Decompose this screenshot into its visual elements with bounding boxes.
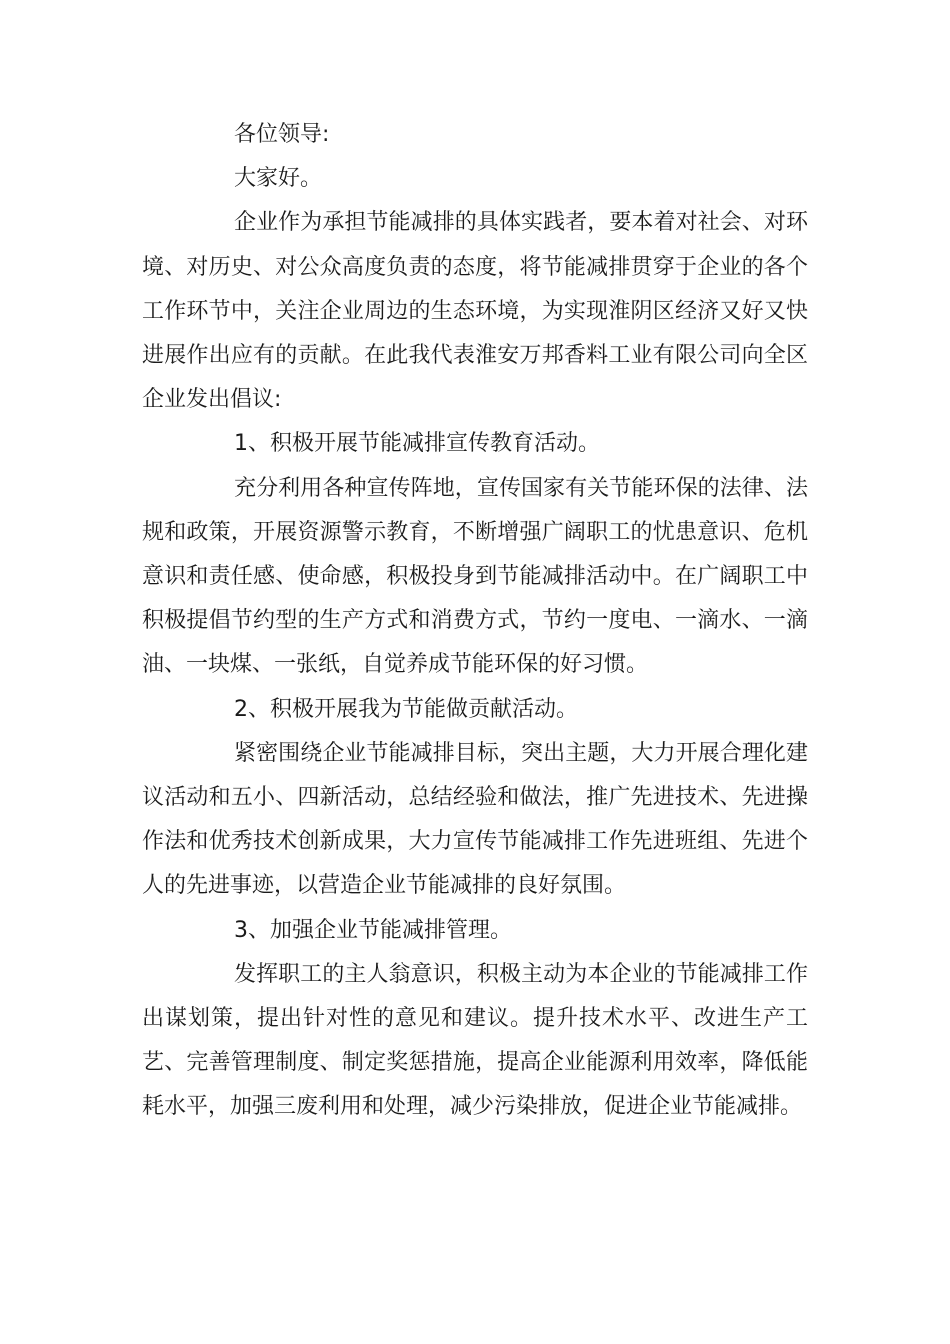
item-heading-3: 3、加强企业节能减排管理。 [234,917,512,943]
salutation: 各位领导: [234,122,330,147]
greeting: 大家好。 [234,166,323,192]
intro-paragraph: 企业作为承担节能减排的具体实践者，要本着对社会、对环境、对历史、对公众高度负责的态度，将节能减排贯穿于企业的各个工作环节中，关注企业周边的生态环境，为实现淮阴区经济又好又快进展作出应有的贡献。在此我代表淮安万邦香料工业有限公司向全区企业发出倡议: [142,210,808,413]
item-heading-1: 1、积极开展节能减排宣传教育活动。 [234,431,600,457]
item-heading-2: 2、积极开展我为节能做贡献活动。 [234,696,578,722]
item-body-3: 发挥职工的主人翁意识，积极主动为本企业的节能减排工作出谋划策，提出针对性的意见和建议。提升技术水平、改进生产工艺、完善管理制度、制定奖惩措施，提高企业能源利用效率，降低能耗水平，加强三废利用和处理，减少污染排放，促进企业节能减排。 [142,961,808,1120]
item-body-1: 充分利用各种宣传阵地，宣传国家有关节能环保的法律、法规和政策，开展资源警示教育，不断增强广阔职工的忧患意识、危机意识和责任感、使命感，积极投身到节能减排活动中。在广阔职工中积极提倡节约型的生产方式和消费方式，节约一度电、一滴水、一滴油、一块煤、一张纸，自觉养成节能环保的好习惯。 [142,475,808,678]
document-body [142,113,808,1130]
item-body-2: 紧密围绕企业节能减排目标，突出主题，大力开展合理化建议活动和五小、四新活动，总结经验和做法，推广先进技术、先进操作法和优秀技术创新成果，大力宣传节能减排工作先进班组、先进个人的先进事迹，以营造企业节能减排的良好氛围。 [142,740,808,899]
